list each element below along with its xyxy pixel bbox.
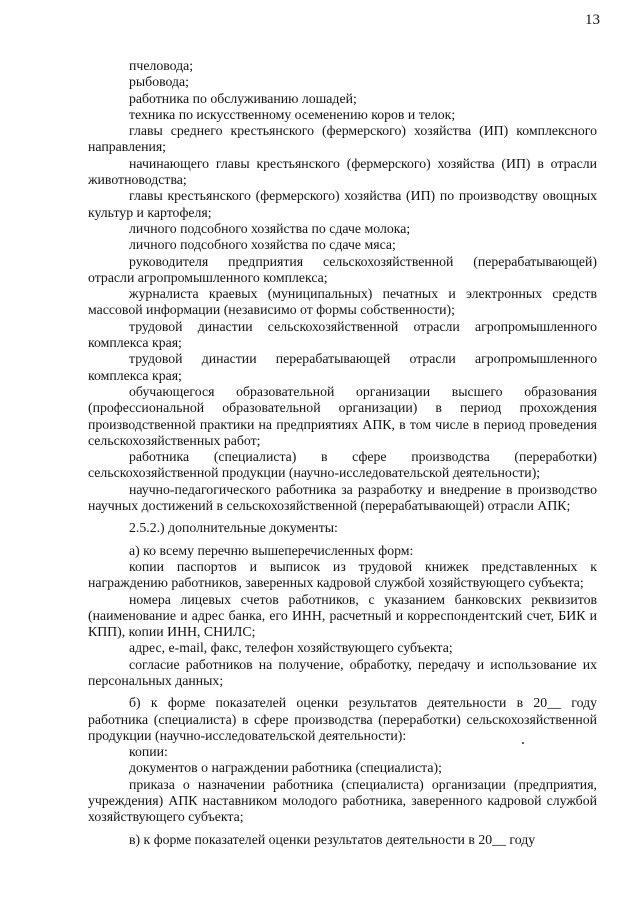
paragraph: копии:	[129, 744, 168, 760]
paragraph: пчеловода;	[129, 58, 194, 73]
paragraph: трудовой династии сельскохозяйственной отрасли агропромышленного комплекса края;	[88, 318, 597, 351]
paragraph: в) к форме показателей оценки результатов деятельности в 20__ году	[129, 831, 536, 847]
paragraph: работника (специалиста) в сфере производства (переработки) сельскохозяйственной продукции (научно-исследовательской деятельности);	[88, 449, 597, 481]
paragraph: приказа о назначении работника (специалиста) организации (предприятия, учреждения) АПК наставником молодого работника, заверенного кадровой службой хозяйствующего субъекта;	[88, 776, 597, 825]
paragraph: личного подсобного хозяйства по сдаче молока;	[129, 220, 411, 236]
paragraph: согласие работников на получение, обработку, передачу и использование их персональных данных;	[88, 656, 597, 688]
paragraph: адрес, e-mail, факс, телефон хозяйствующего субъекта;	[129, 640, 453, 656]
document-body	[88, 58, 597, 848]
paragraph: главы среднего крестьянского (фермерского) хозяйства (ИП) комплексного направления;	[88, 123, 597, 155]
section-heading: 2.5.2.) дополнительные документы:	[129, 520, 338, 536]
paragraph: руководителя предприятия сельскохозяйственной (перерабатывающей) отрасли агропромышленного комплекса;	[88, 253, 597, 285]
paragraph: трудовой династии перерабатывающей отрасли агропромышленного комплекса края;	[88, 351, 597, 383]
paragraph: номера лицевых счетов работников, с указанием банковских реквизитов (наименование и адрес банка, его ИНН, расчетный и корреспондентский счет, БИК и КПП), копии ИНН, СНИЛС;	[88, 591, 597, 640]
paragraph: журналиста краевых (муниципальных) печатных и электронных средств массовой информации (независимо от формы собственности);	[88, 286, 597, 318]
paragraph: главы крестьянского (фермерского) хозяйства (ИП) по производству овощных культур и картофеля;	[88, 188, 597, 220]
paragraph: техника по искусственному осеменению коров и телок;	[129, 106, 456, 122]
scan-speck	[522, 742, 524, 744]
paragraph: документов о награждении работника (специалиста);	[129, 760, 442, 776]
paragraph: а) ко всему перечню вышеперечисленных форм:	[129, 542, 414, 558]
paragraph: б) к форме показателей оценки результатов деятельности в 20__ году работника (специалиста) в сфере производства (переработки) сельскохозяйственной продукции (научно-исследовательской деятельности):	[88, 695, 597, 743]
page-number: 13	[585, 12, 600, 28]
paragraph: обучающегося образовательной организации высшего образования (профессиональной образовательной организации) в период прохождения производственной практики на предприятиях АПК, в том числе в период проведения сельскохозяйственных работ;	[88, 383, 597, 448]
paragraph: научно-педагогического работника за разработку и внедрение в производство научных достижений в сельскохозяйственной (перерабатывающей) отрасли АПК;	[88, 481, 597, 514]
paragraph: личного подсобного хозяйства по сдаче мяса;	[129, 237, 396, 253]
paragraph: копии паспортов и выписок из трудовой книжек представленных к награждению работников, заверенных кадровой службой хозяйствующего субъекта;	[88, 558, 597, 591]
paragraph: начинающего главы крестьянского (фермерского) хозяйства (ИП) в отрасли животноводства;	[88, 155, 597, 188]
paragraph: рыбовода;	[129, 74, 189, 90]
paragraph: работника по обслуживанию лошадей;	[129, 90, 357, 106]
